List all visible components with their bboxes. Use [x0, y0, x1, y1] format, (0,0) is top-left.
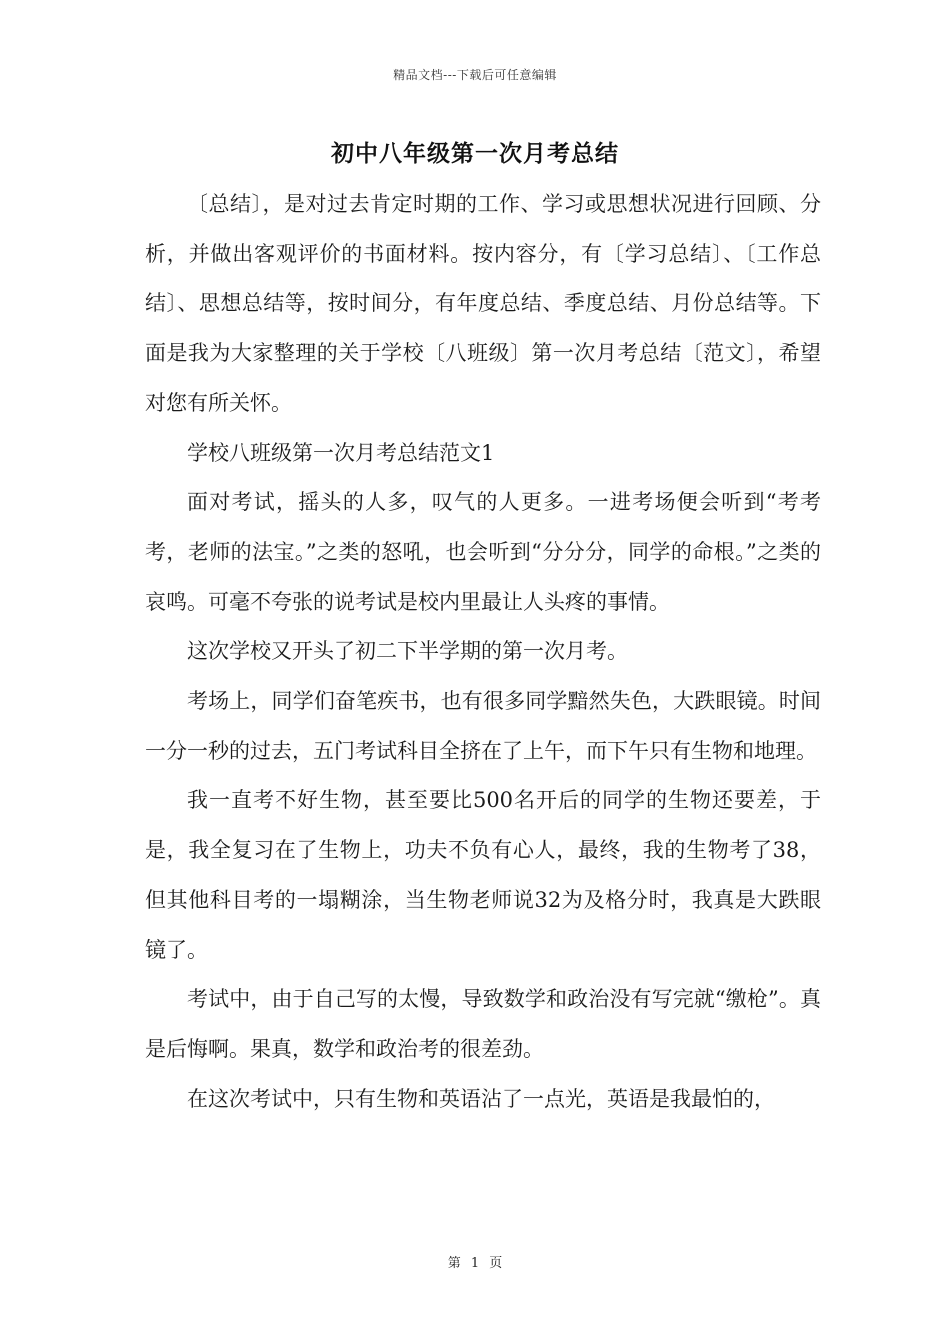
paragraph: 考试中，由于自己写的太慢，导致数学和政治没有写完就“缴枪”。真是后悔啊。果真，数学和政治考的很差劲。	[145, 987, 821, 1061]
document-body	[145, 180, 821, 1124]
paragraph: 考场上，同学们奋笔疾书，也有很多同学黯然失色，大跌眼镜。时间一分一秒的过去，五门考试科目全挤在了上午，而下午只有生物和地理。	[145, 689, 821, 763]
paragraph-intro: 〔总结〕，是对过去肯定时期的工作、学习或思想状况进行回顾、分析，并做出客观评价的书面材料。按内容分，有〔学习总结〕、〔工作总结〕、思想总结等，按时间分，有年度总结、季度总结、月份总结等。下面是我为大家整理的关于学校〔八班级〕第一次月考总结〔范文〕，希望对您有所关怀。	[145, 192, 821, 415]
page-number: 第 1 页	[447, 1256, 503, 1271]
section-heading: 学校八班级第一次月考总结范文1	[187, 440, 495, 465]
paragraph: 这次学校又开头了初二下半学期的第一次月考。	[187, 639, 628, 664]
page-header-note: 精品文档---下载后可任意编辑	[393, 68, 557, 82]
paragraph: 我一直考不好生物，甚至要比500名开后的同学的生物还要差，于是，我全复习在了生物上，功夫不负有心人，最终，我的生物考了38，但其他科目考的一塌糊涂，当生物老师说32为及格分时，我真是大跌眼镜了。	[145, 788, 821, 962]
document-title: 初中八年级第一次月考总结	[331, 140, 619, 167]
paragraph: 在这次考试中，只有生物和英语沾了一点光，英语是我最怕的，	[187, 1086, 775, 1111]
paragraph: 面对考试，摇头的人多，叹气的人更多。一进考场便会听到“考考考，老师的法宝。”之类的怒吼，也会听到“分分分，同学的命根。”之类的哀鸣。可毫不夸张的说考试是校内里最让人头疼的事情。	[145, 490, 821, 614]
